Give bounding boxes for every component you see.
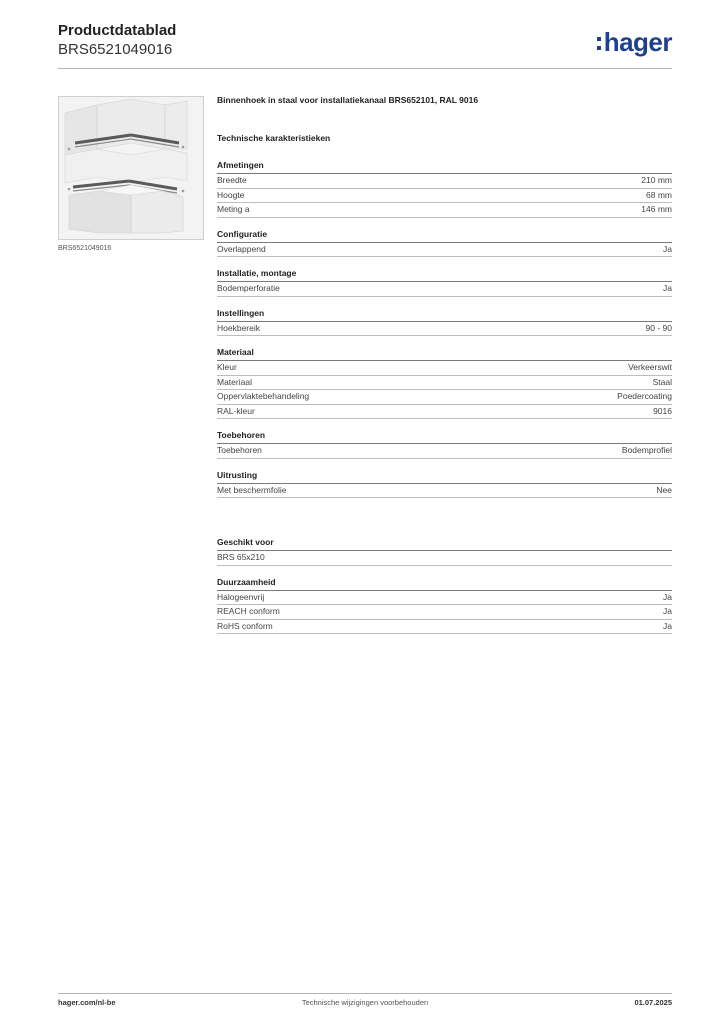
spec-row (217, 484, 672, 499)
spec-label: Materiaal (217, 376, 252, 387)
section-title: Afmetingen (217, 160, 672, 174)
footer-date: 01.07.2025 (634, 998, 672, 1007)
spec-value: Ja (663, 283, 672, 293)
spec-row (217, 376, 672, 391)
spec-section (217, 308, 672, 337)
spec-section (217, 470, 672, 499)
spec-value: Ja (663, 243, 672, 254)
spec-row (217, 405, 672, 420)
spec-row (217, 390, 672, 405)
spec-section (217, 430, 672, 459)
spec-row (217, 203, 672, 218)
spec-label: Hoogte (217, 189, 245, 200)
spec-row (217, 361, 672, 376)
spec-label: REACH conform (217, 606, 280, 616)
spec-row (217, 243, 672, 258)
section-title: Duurzaamheid (217, 577, 672, 591)
spec-value: 68 mm (646, 189, 672, 200)
spec-value: Ja (663, 606, 672, 616)
header-divider (58, 68, 672, 69)
spec-label: Bodemperforatie (217, 283, 280, 293)
spec-label: Met beschermfolie (217, 484, 287, 495)
spec-section (217, 229, 672, 258)
spec-value: Poedercoating (617, 391, 672, 401)
spec-section (217, 537, 672, 566)
spec-row (217, 189, 672, 204)
spec-row (217, 591, 672, 606)
spec-value: Verkeerswit (628, 362, 672, 372)
spec-label: RAL-kleur (217, 405, 255, 416)
spec-row (217, 174, 672, 189)
spec-sections (217, 160, 672, 498)
spec-label: Oppervlaktebehandeling (217, 391, 310, 401)
spec-section (217, 577, 672, 635)
section-title: Instellingen (217, 308, 672, 322)
section-title: Geschikt voor (217, 537, 672, 551)
spec-label: Hoekbereik (217, 322, 260, 333)
spec-value: Ja (663, 620, 672, 631)
spec-row (217, 282, 672, 297)
spec-label: RoHS conform (217, 620, 273, 631)
photo-caption: BRS6521049016 (58, 245, 112, 252)
spec-sections-secondary (217, 537, 672, 634)
spec-section (217, 268, 672, 297)
product-photo-icon (59, 97, 203, 239)
logo-dots-icon (597, 34, 602, 52)
spec-label: Halogeenvrij (217, 591, 265, 602)
spec-value: 90 - 90 (645, 322, 672, 333)
spec-content (217, 95, 672, 645)
product-description: Binnenhoek in staal voor installatiekanaal BRS652101, RAL 9016 (217, 95, 479, 105)
spec-row (217, 620, 672, 635)
spec-label: Breedte (217, 175, 247, 185)
spec-label: Kleur (217, 362, 237, 372)
logo-text: hager (603, 27, 672, 57)
spec-label: Meting a (217, 204, 250, 214)
spec-value: Bodemprofiel (621, 445, 672, 455)
spec-row (217, 605, 672, 620)
spec-row (217, 444, 672, 459)
section-title: Toebehoren (217, 430, 672, 444)
tech-characteristics-title: Technische karakteristieken (217, 133, 331, 143)
spec-value: 9016 (653, 405, 672, 416)
spec-value: 146 mm (641, 204, 672, 214)
spec-value: 210 mm (641, 175, 672, 185)
spec-section (217, 347, 672, 419)
hager-logo (597, 27, 672, 58)
section-title: Installatie, montage (217, 268, 672, 282)
header (58, 22, 176, 59)
spec-label: Overlappend (217, 243, 266, 254)
spec-value: Ja (663, 591, 672, 602)
footer-divider (58, 993, 672, 994)
section-title: Materiaal (217, 347, 672, 361)
product-code: BRS6521049016 (58, 41, 173, 58)
section-title: Configuratie (217, 229, 672, 243)
spec-value: Staal (652, 376, 672, 387)
section-title: Uitrusting (217, 470, 672, 484)
footer-notice: Technische wijzigingen voorbehouden (301, 998, 429, 1007)
spec-row (217, 551, 672, 566)
spec-value: Nee (656, 484, 672, 495)
footer-url[interactable]: hager.com/nl-be (58, 998, 116, 1007)
spec-row (217, 322, 672, 337)
spec-section (217, 160, 672, 218)
page-title: Productdatablad (58, 22, 177, 39)
product-photo (58, 96, 204, 240)
spec-label: BRS 65x210 (217, 552, 265, 562)
spec-label: Toebehoren (217, 445, 262, 455)
